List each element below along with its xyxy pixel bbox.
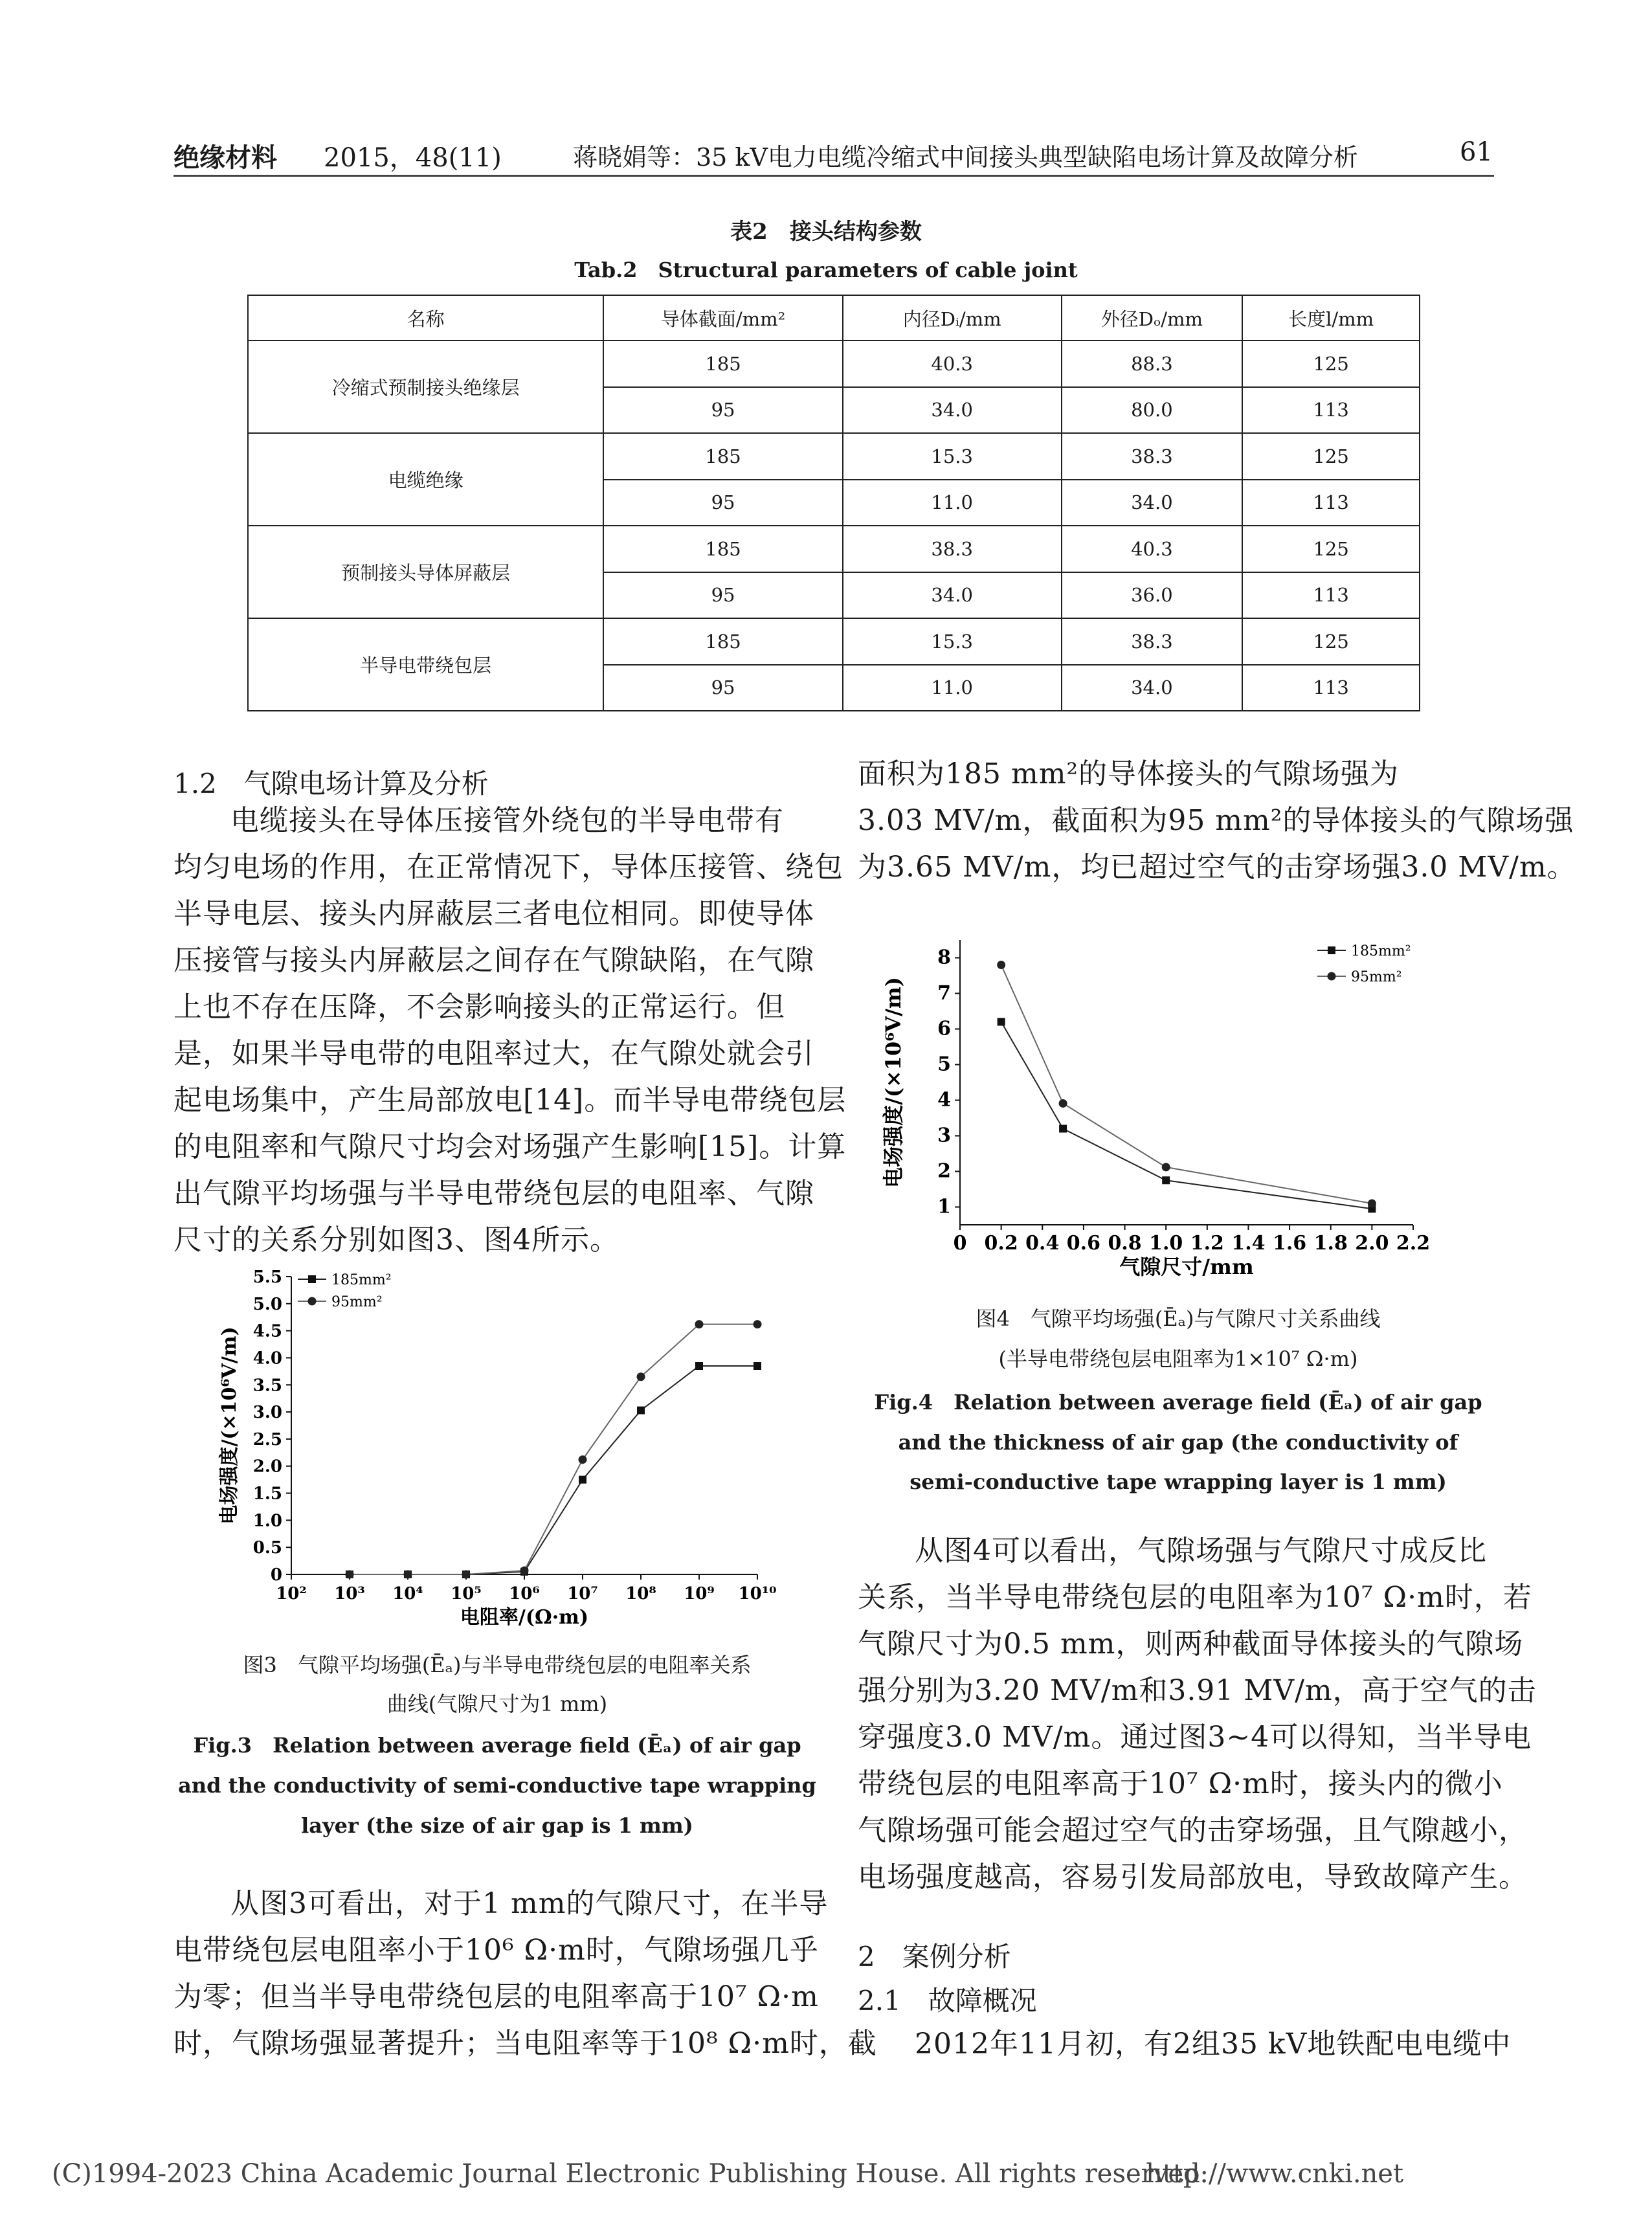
text-line: 电缆接头在导体压接管外绕包的半导电带有	[230, 804, 784, 837]
section-heading-2-1: 2.1 故障概况	[858, 1985, 1037, 2017]
table-cell: 95	[603, 665, 843, 711]
table-header-row	[248, 295, 1420, 341]
table-header-cell: 长度l/mm	[1242, 295, 1420, 341]
fig4-caption-en-3: semi-conductive tape wrapping layer is 1 mm)	[910, 1470, 1447, 1494]
x-tick-label: 10¹⁰	[738, 1584, 777, 1604]
table-cell: 95	[603, 572, 843, 619]
series-line-185	[350, 1366, 757, 1574]
text-line: 面积为185 mm²的导体接头的气隙场强为	[858, 757, 1400, 790]
table-row	[248, 526, 1420, 572]
table-row	[248, 618, 1420, 665]
y-tick-label: 2.5	[252, 1429, 282, 1449]
text-line: 关系，当半导电带绕包层的电阻率为10⁷ Ω·m时，若	[858, 1581, 1532, 1614]
fig3-caption-cn-2: 曲线(气隙尺寸为1 mm)	[386, 1692, 608, 1716]
y-tick-label: 2.0	[252, 1457, 282, 1477]
table-cell: 36.0	[1062, 572, 1243, 619]
y-tick-label: 3	[937, 1124, 951, 1147]
text-line: 强分别为3.20 MV/m和3.91 MV/m，高于空气的击	[858, 1674, 1537, 1707]
data-point-95	[462, 1571, 471, 1579]
text-line: 为零；但当半导电带绕包层的电阻率高于10⁷ Ω·m	[173, 1980, 819, 2013]
data-point-185	[1162, 1176, 1170, 1184]
table-cell: 80.0	[1062, 387, 1243, 434]
x-tick-label: 10³	[334, 1584, 365, 1604]
text-line: 电带绕包层电阻率小于10⁶ Ω·m时，气隙场强几乎	[173, 1934, 819, 1967]
text-line: 3.03 MV/m，截面积为95 mm²的导体接头的气隙场强	[858, 804, 1574, 837]
legend-marker	[308, 1275, 316, 1283]
table-cell: 125	[1242, 341, 1420, 387]
figure-4-chart	[877, 932, 1460, 1295]
data-point-185	[695, 1362, 703, 1370]
data-point-95	[346, 1571, 354, 1579]
table-header-cell: 外径Dₒ/mm	[1062, 295, 1243, 341]
legend-marker	[1328, 946, 1335, 954]
structural-parameters-table	[247, 295, 1420, 711]
table-header-cell: 名称	[248, 295, 603, 341]
y-tick-label: 7	[937, 981, 951, 1005]
table-cell: 34.0	[1062, 665, 1243, 711]
table-cell: 38.3	[1062, 618, 1243, 665]
table-cell: 34.0	[843, 387, 1062, 434]
text-line: 带绕包层的电阻率高于10⁷ Ω·m时，接头内的微小	[858, 1767, 1503, 1800]
y-tick-label: 2	[937, 1159, 951, 1183]
x-tick-label: 10⁹	[684, 1584, 715, 1604]
table-cell: 88.3	[1062, 341, 1243, 387]
data-point-95	[1059, 1099, 1067, 1108]
fig4-caption-cn-1: 图4 气隙平均场强(Ēₐ)与气隙尺寸关系曲线	[976, 1306, 1381, 1331]
table-row	[248, 433, 1420, 480]
x-tick-label: 0.4	[1025, 1232, 1060, 1255]
y-tick-label: 5.0	[252, 1294, 282, 1314]
table-cell: 11.0	[843, 665, 1062, 711]
text-line: 从图4可以看出，气隙场强与气隙尺寸成反比	[915, 1534, 1487, 1567]
x-tick-label: 0.2	[984, 1232, 1018, 1255]
series-line-185	[1001, 1022, 1372, 1209]
y-tick-label: 4.5	[252, 1321, 282, 1341]
table-cell: 15.3	[843, 433, 1062, 480]
text-line: 半导电层、接头内屏蔽层三者电位相同。即使导体	[173, 897, 814, 930]
journal-issue: 2015，48(11)	[324, 143, 502, 173]
x-tick-label: 10²	[276, 1584, 307, 1604]
legend-label: 95mm²	[1351, 969, 1402, 985]
data-point-95	[695, 1320, 704, 1328]
running-title: 蒋晓娟等：35 kV电力电缆冷缩式中间接头典型缺陷电场计算及故障分析	[573, 143, 1358, 172]
table-cell: 95	[603, 480, 843, 526]
data-point-185	[1059, 1125, 1067, 1133]
data-point-95	[997, 961, 1005, 969]
fig3-caption-en-2: and the conductivity of semi-conductive tape wrapping	[178, 1773, 816, 1798]
x-tick-label: 10⁴	[392, 1584, 423, 1604]
legend-marker	[1328, 972, 1336, 981]
x-tick-label: 10⁸	[625, 1584, 656, 1604]
x-tick-label: 10⁶	[509, 1584, 540, 1604]
y-tick-label: 5.5	[252, 1268, 282, 1287]
text-line: 时，气隙场强显著提升；当电阻率等于10⁸ Ω·m时，截	[173, 2027, 877, 2060]
table-cell: 40.3	[843, 341, 1062, 387]
table-cell: 11.0	[843, 480, 1062, 526]
text-line: 起电场集中，产生局部放电[14]。而半导电带绕包层	[173, 1084, 847, 1117]
right-bottom-paragraph	[858, 1528, 1537, 1901]
text-line: 出气隙平均场强与半导电带绕包层的电阻率、气隙	[173, 1177, 814, 1210]
y-axis-label: 电场强度/(×10⁶V/m)	[881, 977, 906, 1188]
x-axis-label: 气隙尺寸/mm	[1119, 1255, 1254, 1279]
y-tick-label: 1	[937, 1195, 951, 1218]
table-header-cell: 内径Dᵢ/mm	[843, 295, 1062, 341]
page-number: 61	[1460, 137, 1493, 167]
y-tick-label: 0	[270, 1565, 282, 1585]
legend-label: 185mm²	[331, 1272, 392, 1288]
data-point-95	[404, 1571, 412, 1579]
table-caption-cn: 表2 接头结构参数	[730, 219, 922, 245]
series-line-95	[350, 1325, 757, 1574]
legend-label: 185mm²	[1351, 943, 1411, 959]
y-tick-label: 5	[937, 1053, 951, 1076]
table-cell: 185	[603, 341, 843, 387]
x-tick-label: 2.2	[1396, 1232, 1431, 1255]
data-point-95	[520, 1567, 529, 1575]
y-tick-label: 0.5	[252, 1538, 282, 1558]
fig3-caption-en-1: Fig.3 Relation between average field (Ēₐ) of air gap	[193, 1733, 801, 1758]
table-cell: 113	[1242, 572, 1420, 619]
header-rule	[173, 175, 1494, 177]
table-cell: 185	[603, 433, 843, 480]
section-1-2-paragraph	[173, 798, 847, 1264]
y-tick-label: 6	[937, 1017, 951, 1040]
y-tick-label: 3.5	[252, 1376, 282, 1396]
legend-marker	[308, 1297, 317, 1306]
x-tick-label: 10⁷	[567, 1584, 598, 1604]
text-line: 从图3可看出，对于1 mm的气隙尺寸，在半导	[230, 1887, 829, 1920]
data-point-185	[998, 1018, 1005, 1026]
data-point-95	[637, 1372, 645, 1381]
text-line: 穿强度3.0 MV/m。通过图3~4可以得知，当半导电	[858, 1721, 1532, 1754]
table-cell: 113	[1242, 387, 1420, 434]
table-cell: 38.3	[843, 526, 1062, 572]
legend-label: 95mm²	[331, 1294, 383, 1310]
fig3-caption-cn-1: 图3 气隙平均场强(Ēₐ)与半导电带绕包层的电阻率关系	[243, 1653, 752, 1677]
fig4-caption-cn-2: (半导电带绕包层电阻率为1×10⁷ Ω·m)	[998, 1347, 1358, 1371]
y-tick-label: 3.0	[252, 1403, 282, 1423]
y-axis-label: 电场强度/(×10⁶V/m)	[218, 1326, 241, 1525]
y-tick-label: 4	[937, 1088, 951, 1112]
x-tick-label: 1.8	[1313, 1232, 1348, 1255]
left-bottom-paragraph	[173, 1881, 877, 2067]
text-line: 的电阻率和气隙尺寸均会对场强产生影响[15]。计算	[173, 1130, 847, 1163]
x-tick-label: 0.6	[1066, 1232, 1101, 1255]
fig3-caption-en-3: layer (the size of air gap is 1 mm)	[301, 1813, 693, 1838]
right-top-paragraph	[858, 751, 1576, 891]
y-tick-label: 1.5	[252, 1484, 282, 1504]
data-point-185	[637, 1407, 645, 1414]
journal-name: 绝缘材料	[173, 142, 277, 173]
table-cell: 125	[1242, 526, 1420, 572]
x-tick-label: 1.4	[1231, 1232, 1266, 1255]
text-line: 为3.65 MV/m，均已超过空气的击穿场强3.0 MV/m。	[858, 851, 1576, 884]
table-group-name: 预制接头导体屏蔽层	[248, 526, 603, 618]
table-cell: 38.3	[1062, 433, 1243, 480]
data-point-95	[753, 1320, 762, 1328]
text-line: 气隙尺寸为0.5 mm，则两种截面导体接头的气隙场	[858, 1627, 1524, 1660]
data-point-185	[579, 1476, 586, 1484]
table-cell: 185	[603, 526, 843, 572]
table-cell: 113	[1242, 480, 1420, 526]
last-line: 2012年11月初，有2组35 kV地铁配电电缆中	[915, 2028, 1512, 2061]
section-heading-2: 2 案例分析	[858, 1941, 1011, 1973]
copyright-notice: (C)1994-2023 China Academic Journal Electronic Publishing House. All rights reserved.	[52, 2159, 1209, 2189]
table-cell: 113	[1242, 665, 1420, 711]
text-line: 电场强度越高，容易引发局部放电，导致故障产生。	[858, 1861, 1528, 1894]
x-tick-label: 0	[953, 1232, 967, 1255]
table-cell: 125	[1242, 618, 1420, 665]
x-tick-label: 10⁵	[451, 1584, 482, 1604]
table-group-name: 半导电带绕包层	[248, 618, 603, 711]
table-cell: 40.3	[1062, 526, 1243, 572]
table-caption-en: Tab.2 Structural parameters of cable joint	[574, 258, 1078, 282]
data-point-95	[579, 1455, 587, 1464]
table-cell: 34.0	[1062, 480, 1243, 526]
y-tick-label: 1.0	[252, 1511, 282, 1531]
text-line: 均匀电场的作用，在正常情况下，导体压接管、绕包	[173, 851, 843, 884]
text-line: 气隙场强可能会超过空气的击穿场强，且气隙越小，	[858, 1814, 1528, 1847]
cnki-url[interactable]: http://www.cnki.net	[1146, 2159, 1404, 2189]
data-point-185	[753, 1362, 761, 1370]
text-line: 是，如果半导电带的电阻率过大，在气隙处就会引	[173, 1037, 814, 1070]
section-heading-1-2: 1.2 气隙电场计算及分析	[173, 768, 489, 799]
data-point-95	[1368, 1200, 1376, 1208]
x-axis-label: 电阻率/(Ω·m)	[460, 1606, 589, 1629]
x-tick-label: 2.0	[1355, 1232, 1389, 1255]
table-cell: 95	[603, 387, 843, 434]
table-cell: 15.3	[843, 618, 1062, 665]
table-cell: 185	[603, 618, 843, 665]
table-cell: 125	[1242, 433, 1420, 480]
series-line-95	[1001, 965, 1372, 1204]
table-group-name: 冷缩式预制接头绝缘层	[248, 341, 603, 433]
table-cell: 34.0	[843, 572, 1062, 619]
x-tick-label: 1.6	[1272, 1232, 1307, 1255]
y-tick-label: 8	[937, 946, 951, 969]
figure-3-chart	[214, 1262, 796, 1644]
text-line: 尺寸的关系分别如图3、图4所示。	[173, 1224, 619, 1257]
table-header-cell: 导体截面/mm²	[603, 295, 843, 341]
y-tick-label: 4.0	[252, 1348, 282, 1369]
fig4-caption-en-1: Fig.4 Relation between average field (Ēₐ) of air gap	[874, 1390, 1482, 1414]
x-tick-label: 1.2	[1190, 1232, 1224, 1255]
data-point-95	[1162, 1163, 1170, 1171]
table-row	[248, 341, 1420, 387]
fig4-caption-en-2: and the thickness of air gap (the conductivity of	[898, 1430, 1458, 1455]
x-tick-label: 0.8	[1108, 1232, 1142, 1255]
text-line: 压接管与接头内屏蔽层之间存在气隙缺陷，在气隙	[173, 944, 814, 977]
text-line: 上也不存在压降，不会影响接头的正常运行。但	[173, 990, 785, 1023]
table-group-name: 电缆绝缘	[248, 433, 603, 526]
x-tick-label: 1.0	[1149, 1232, 1183, 1255]
